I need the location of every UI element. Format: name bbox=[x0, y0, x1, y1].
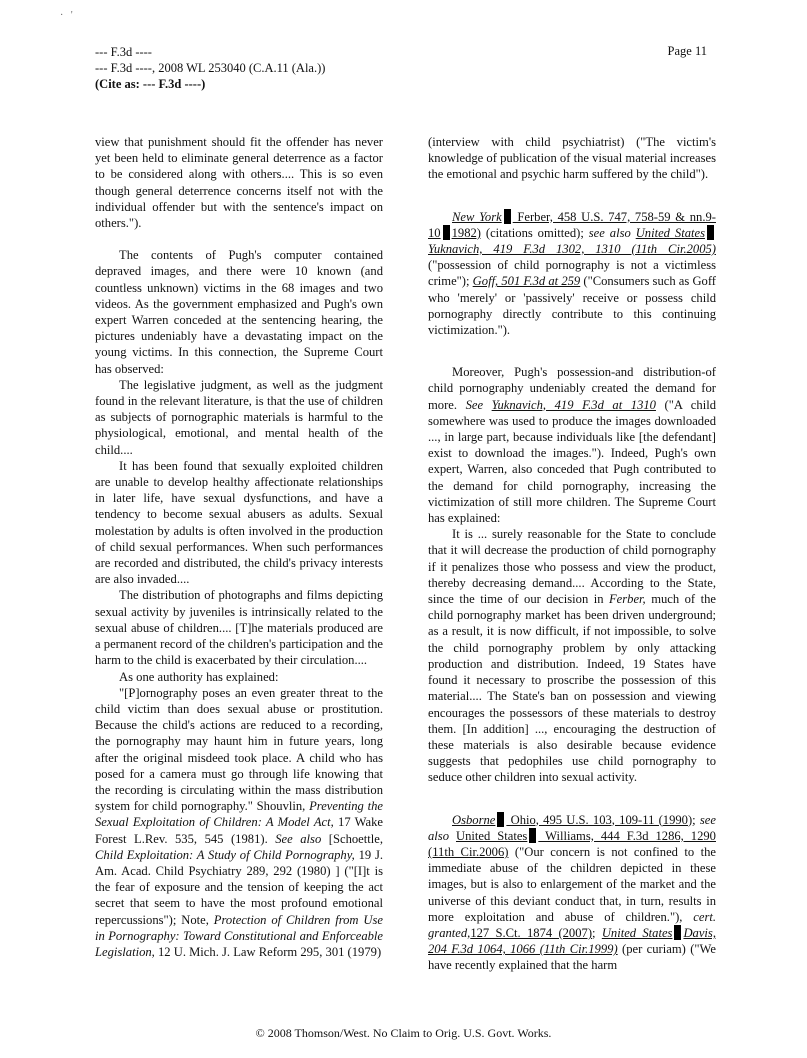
case-link[interactable]: Osborne bbox=[452, 812, 496, 827]
text: Moreover, Pugh's possession-and distribution-of child pornography undeniably created the demand for more. bbox=[428, 365, 716, 412]
signal: see also bbox=[588, 225, 631, 240]
redaction-mark bbox=[497, 812, 504, 827]
quote-paragraph: As one authority has explained: bbox=[119, 669, 279, 684]
quote-paragraph bbox=[428, 526, 716, 785]
header-line-1: --- F.3d ---- bbox=[95, 45, 152, 59]
quote-paragraph: It has been found that sexually exploited children are unable to develop healthy affectionate relationships in later life, have sexual dysfunctions, and have a tendency to become sexual abusers as adults. Sexual molestation by adults is often involved in the production of child sexual performances. When such performances are recorded and distributed, the child's privacy interests are also invaded.... bbox=[95, 458, 383, 587]
citation-title: Child Exploitation: A Study of Child Pornography, bbox=[95, 847, 355, 862]
text: "[P]ornography poses an even greater threat to the child victim than does sexual abuse or prostitution. Because the child's actions are reduced to a recording, the pornography may haunt him in future years, long after the original misdeed took place. A child who has posed for a camera must go through life knowing that the recording is circulating within the mass distribution system for child pornography." Shouvlin, bbox=[95, 685, 383, 814]
text: [Schoettle, bbox=[321, 831, 384, 846]
case-link[interactable]: 127 S.Ct. 1874 (2007) bbox=[470, 925, 593, 940]
paragraph: view that punishment should fit the offender has never yet been held to eliminate general deterrence as a factor to be considered along with others.... This is so even though general deterrence concerns itself not with the individual offender but with the sentence's impact on others."). bbox=[95, 135, 383, 231]
text: 12 U. Mich. J. Law Reform 295, 301 (1979) bbox=[154, 944, 382, 959]
case-link[interactable]: United States bbox=[601, 925, 673, 940]
document-header bbox=[95, 44, 325, 92]
redaction-mark bbox=[529, 828, 536, 843]
signal: cert. granted, bbox=[428, 909, 716, 940]
text: 19 J. Am. Acad. Child Psychiatry 289, 292 (1980) ] ("[I]t is the fear of exposure and the tension of keeping the act secret that seem to have the most profound emotional repercussions"); Note, bbox=[95, 847, 383, 927]
case-link[interactable]: Ohio, 495 U.S. 103, 109-11 (1990) bbox=[506, 812, 693, 827]
redaction-mark bbox=[504, 209, 511, 224]
text: (per curiam) ("We have recently explained that the harm bbox=[428, 942, 716, 973]
case-link[interactable]: United States bbox=[635, 225, 705, 240]
text: much of the child pornography market has been driven underground; as a result, it is now difficult, if not impossible, to solve the child pornography problem by only attacking production and distribution. Indeed, 19 States have found it necessary to proscribe the possession of this material.... The State's ban on possession and viewing encourages the possessors of these materials to destroy them. [In addition] ..., encouraging the destruction of these materials is also desirable because evidence suggests that pedophiles use child pornography to seduce other children into sexual activity. bbox=[428, 592, 716, 785]
quote-paragraph: The distribution of photographs and films depicting sexual activity by juveniles is intrinsically related to the sexual abuse of children.... [T]he materials produced are a permanent record of the children's participation and the harm to the child is exacerbated by their circulation.... bbox=[95, 588, 383, 668]
case-link[interactable]: Goff, 501 F.3d at 259 bbox=[472, 274, 581, 289]
case-link[interactable]: Yuknavich, 419 F.3d 1302, 1310 (11th Cir.2005) bbox=[428, 242, 716, 257]
text: (citations omitted); bbox=[480, 225, 589, 240]
case-link[interactable]: Yuknavich, 419 F.3d at 1310 bbox=[491, 397, 656, 412]
text: ("A child somewhere was used to produce the images downloaded ..., in large part, because individuals like [the defendant] exist to download the images."). Indeed, Pugh's own expert, Warren, also conceded that Pugh contributed to the demand for child pornography, increasing the victimization of still more children. The Supreme Court has explained: bbox=[428, 397, 716, 526]
header-cite: (Cite as: --- F.3d ----) bbox=[95, 77, 206, 91]
signal: See bbox=[465, 397, 484, 412]
scan-specks: · ' bbox=[60, 10, 73, 21]
paragraph: The contents of Pugh's computer contained depraved images, and there were 10 known (and countless unknown) victims in the 68 images and two videos. As the government emphasized and Pugh's own expert Warren conceded at the sentencing hearing, the pictures undeniably have a devastating impact on the young victims. In this connection, the Supreme Court has observed: bbox=[95, 248, 383, 376]
redaction-mark bbox=[443, 225, 450, 240]
header-line-2: --- F.3d ----, 2008 WL 253040 (C.A.11 (Ala.)) bbox=[95, 61, 326, 75]
citation-title: Preventing the Sexual Exploitation of Children: A Model Act, bbox=[95, 799, 383, 830]
text: ("possession of child pornography is not a victimless crime"); bbox=[428, 258, 716, 289]
text: 17 Wake Forest L.Rev. 535, 545 (1981). bbox=[95, 815, 383, 846]
text: ; bbox=[692, 812, 700, 827]
quote-paragraph bbox=[95, 685, 383, 960]
case-link[interactable]: 1982) bbox=[451, 225, 481, 240]
citation-title: Protection of Children from Use in Pornography: Toward Constitutional and Enforceable Legislation, bbox=[95, 912, 383, 959]
quote-paragraph: The legislative judgment, as well as the judgment found in the relevant literature, is that the use of children as subjects of pornographic materials is harmful to the physiological, emotional, and mental health of the child.... bbox=[95, 377, 383, 457]
case-link[interactable]: Davis, 204 F.3d 1064, 1066 (11th Cir.1999) bbox=[428, 925, 716, 957]
left-column bbox=[95, 134, 383, 960]
citation-paragraph bbox=[428, 209, 716, 339]
case-link[interactable]: Ferber, 458 U.S. 747, 758-59 & nn.9-10 bbox=[428, 209, 716, 240]
copyright-footer: © 2008 Thomson/West. No Claim to Orig. U.S. Govt. Works. bbox=[255, 1026, 552, 1040]
page-number: Page 11 bbox=[667, 44, 707, 58]
citation-paragraph bbox=[428, 812, 716, 974]
text: ("Our concern is not confined to the immediate abuse of the children depicted in these images, but is also to enlargement of the market and the universe of this deviant conduct that, in turn, results in more exploitation and abuse of children."), bbox=[428, 844, 716, 924]
case-link[interactable]: New York bbox=[452, 209, 502, 224]
case-name: Ferber, bbox=[608, 592, 646, 607]
signal: see also bbox=[428, 812, 716, 843]
signal: See also bbox=[275, 831, 322, 846]
text: It is ... surely reasonable for the State to conclude that it will decrease the production of child pornography if it penalizes those who possess and view the product, thereby decreasing demand.... According to the State, since the time of our decision in bbox=[428, 527, 716, 607]
redaction-mark bbox=[707, 225, 714, 240]
paragraph: (interview with child psychiatrist) ("The victim's knowledge of publication of the visual material increases the emotional and psychic harm suffered by the child"). bbox=[428, 135, 716, 182]
text: ; bbox=[592, 925, 602, 940]
redaction-mark bbox=[674, 925, 681, 940]
case-link[interactable]: Williams, 444 F.3d 1286, 1290 (11th Cir.2006) bbox=[428, 828, 716, 859]
paragraph bbox=[428, 364, 716, 526]
case-link[interactable]: United States bbox=[455, 828, 528, 843]
right-column bbox=[428, 134, 716, 974]
text: ("Consumers such as Goff who 'merely' or 'passively' receive or possess child pornography directly contribute to this continuing victimization."). bbox=[428, 274, 716, 338]
